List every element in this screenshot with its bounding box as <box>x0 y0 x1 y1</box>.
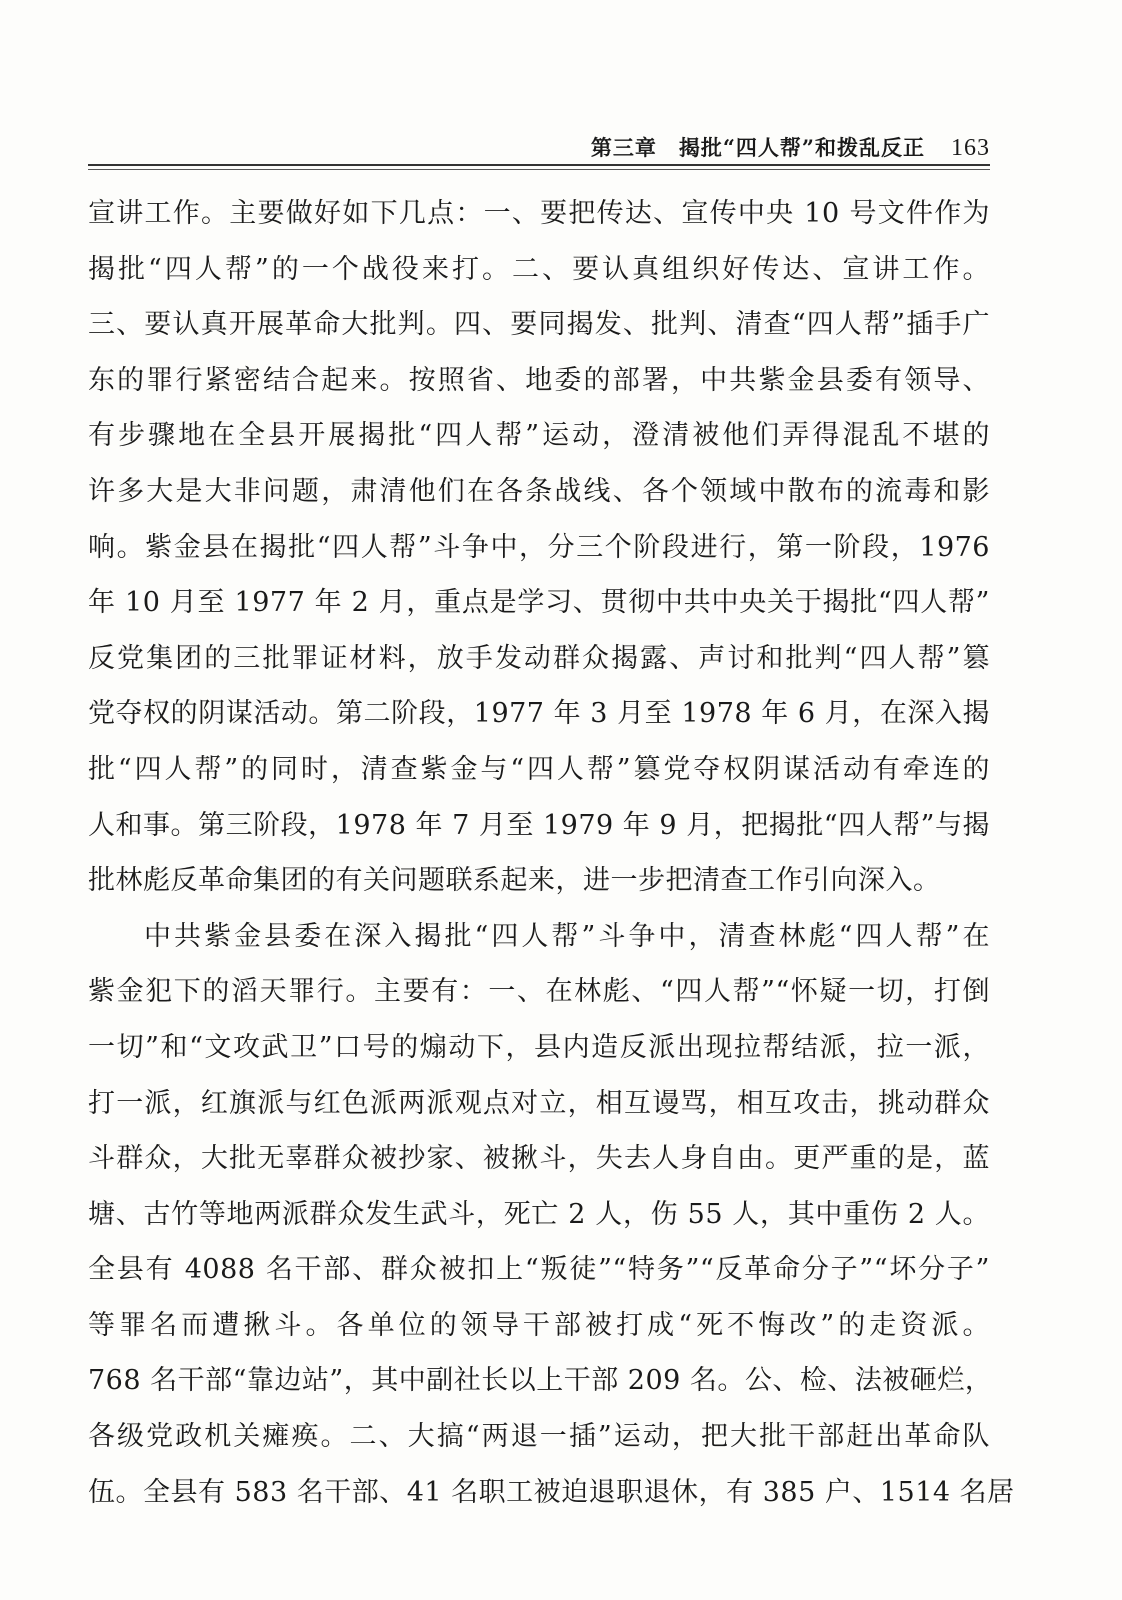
text-line: 伍。全县有 583 名干部、41 名职工被迫退职退休，有 385 户、1514 名居 <box>88 1476 1015 1508</box>
text-line: 塘、古竹等地两派群众发生武斗，死亡 2 人，伤 55 人，其中重伤 2 人。 <box>88 1198 990 1230</box>
text-line: 批林彪反革命集团的有关问题联系起来，进一步把清查工作引向深入。 <box>88 865 941 897</box>
text-line: 全县有 4088 名干部、群众被扣上“叛徒”“特务”“反革命分子”“坏分子” <box>88 1254 990 1286</box>
chapter-label: 第三章 <box>590 135 657 160</box>
text-line: 反党集团的三批罪证材料，放手发动群众揭露、声讨和批判“四人帮”篡 <box>88 642 990 674</box>
chapter-title: 揭批“四人帮”和拨乱反正 <box>678 135 925 160</box>
header-rule-thin <box>88 169 990 170</box>
text-line: 斗群众，大批无辜群众被抄家、被揪斗，失去人身自由。更严重的是，蓝 <box>88 1143 990 1175</box>
text-line: 紫金犯下的滔天罪行。主要有：一、在林彪、“四人帮”“怀疑一切，打倒 <box>88 976 990 1008</box>
body-text <box>88 186 1015 1520</box>
text-line-paragraph-start: 中共紫金县委在深入揭批“四人帮”斗争中，清查林彪“四人帮”在 <box>144 920 990 952</box>
text-line: 768 名干部“靠边站”，其中副社长以上干部 209 名。公、检、法被砸烂， <box>88 1365 993 1397</box>
text-line: 一切”和“文攻武卫”口号的煽动下，县内造反派出现拉帮结派，拉一派， <box>88 1031 990 1063</box>
text-line: 三、要认真开展革命大批判。四、要同揭发、批判、清查“四人帮”插手广 <box>88 309 990 341</box>
text-line: 党夺权的阴谋活动。第二阶段，1977 年 3 月至 1978 年 6 月，在深入揭 <box>88 698 990 730</box>
text-line: 年 10 月至 1977 年 2 月，重点是学习、贯彻中共中央关于揭批“四人帮” <box>88 587 990 619</box>
text-line: 打一派，红旗派与红色派两派观点对立，相互谩骂，相互攻击，挑动群众 <box>88 1087 990 1119</box>
text-line: 各级党政机关瘫痪。二、大搞“两退一插”运动，把大批干部赶出革命队 <box>88 1421 990 1453</box>
text-line: 人和事。第三阶段，1978 年 7 月至 1979 年 9 月，把揭批“四人帮”与揭 <box>88 809 990 841</box>
text-line: 批“四人帮”的同时，清查紫金与“四人帮”篡党夺权阴谋活动有牵连的 <box>88 753 990 785</box>
text-line: 宣讲工作。主要做好如下几点：一、要把传达、宣传中央 10 号文件作为 <box>88 198 990 229</box>
text-line: 等罪名而遭揪斗。各单位的领导干部被打成“死不悔改”的走资派。 <box>88 1309 990 1341</box>
text-line: 许多大是大非问题，肃清他们在各条战线、各个领域中散布的流毒和影 <box>88 475 990 507</box>
running-header <box>88 128 990 162</box>
text-line: 东的罪行紧密结合起来。按照省、地委的部署，中共紫金县委有领导、 <box>88 364 990 396</box>
page-number: 163 <box>951 135 990 161</box>
text-line: 响。紫金县在揭批“四人帮”斗争中，分三个阶段进行，第一阶段，1976 <box>88 531 990 563</box>
text-line: 有步骤地在全县开展揭批“四人帮”运动，澄清被他们弄得混乱不堪的 <box>88 420 990 452</box>
header-rule-thick <box>88 164 990 166</box>
text-line: 揭批“四人帮”的一个战役来打。二、要认真组织好传达、宣讲工作。 <box>88 253 990 285</box>
